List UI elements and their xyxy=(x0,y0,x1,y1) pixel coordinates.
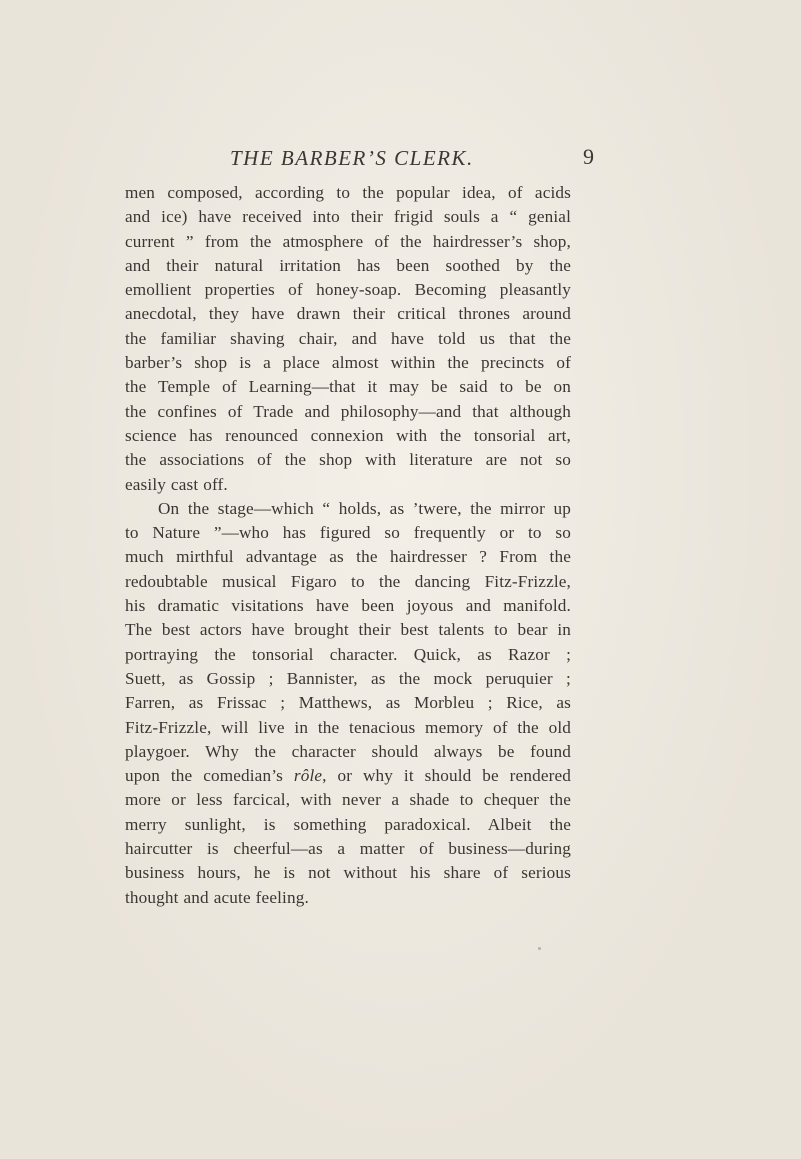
text-line: On the stage—which “ holds, as ’twere, the mirror up xyxy=(158,498,571,518)
text-line: the Temple of Learning—that it may be said to be on xyxy=(125,377,571,397)
text-line: the familiar shaving chair, and have told us that the xyxy=(125,328,571,348)
text-line: the confines of Trade and philosophy—and that although xyxy=(125,401,571,421)
text-line: upon the comedian’s rôle, or why it should be rendered xyxy=(125,766,571,786)
text-line: Farren, as Frissac ; Matthews, as Morbleu ; Rice, as xyxy=(125,693,571,713)
text-line: business hours, he is not without his share of serious xyxy=(125,863,571,883)
text-line: his dramatic visitations have been joyous and manifold. xyxy=(125,596,571,616)
text-line: men composed, according to the popular idea, of acids xyxy=(125,183,571,202)
text-line: merry sunlight, is something paradoxical. Albeit the xyxy=(125,814,571,834)
text-line: much mirthful advantage as the hairdresser ? From the xyxy=(125,547,571,567)
text-line: science has renounced connexion with the tonsorial art, xyxy=(125,425,571,445)
italic-word: rôle xyxy=(293,766,323,786)
text-line: more or less farcical, with never a shade to chequer the xyxy=(125,790,571,810)
text-line: portraying the tonsorial character. Quick, as Razor ; xyxy=(125,644,571,664)
text-line: and ice) have received into their frigid souls a “ genial xyxy=(125,207,571,227)
text-line: the associations of the shop with literature are not so xyxy=(125,450,571,470)
text-line: Fitz-Frizzle, will live in the tenacious memory of the old xyxy=(125,717,571,737)
text-line: easily cast off. xyxy=(125,474,228,494)
running-head: THE BARBER’S CLERK. xyxy=(230,146,474,170)
text-line: The best actors have brought their best talents to bear in xyxy=(125,620,571,640)
paper-speck xyxy=(538,947,541,950)
text-line: to Nature ”—who has figured so frequently or to so xyxy=(125,523,571,543)
text-line: thought and acute feeling. xyxy=(125,887,309,907)
page-number: 9 xyxy=(583,144,594,169)
text-line: anecdotal, they have drawn their critical thrones around xyxy=(125,304,571,324)
text-line: barber’s shop is a place almost within the precincts of xyxy=(125,353,571,373)
text-line: haircutter is cheerful—as a matter of business—during xyxy=(125,839,571,859)
text-line: current ” from the atmosphere of the hairdresser’s shop, xyxy=(125,231,571,251)
text-line: emollient properties of honey-soap. Becoming pleasantly xyxy=(125,280,571,300)
text-line: playgoer. Why the character should always be found xyxy=(125,741,571,761)
text-line: Suett, as Gossip ; Bannister, as the mock peruquier ; xyxy=(125,668,571,688)
text-line: redoubtable musical Figaro to the dancing Fitz-Frizzle, xyxy=(125,571,571,591)
body-text xyxy=(125,181,571,910)
text-line: and their natural irritation has been soothed by the xyxy=(125,255,571,275)
